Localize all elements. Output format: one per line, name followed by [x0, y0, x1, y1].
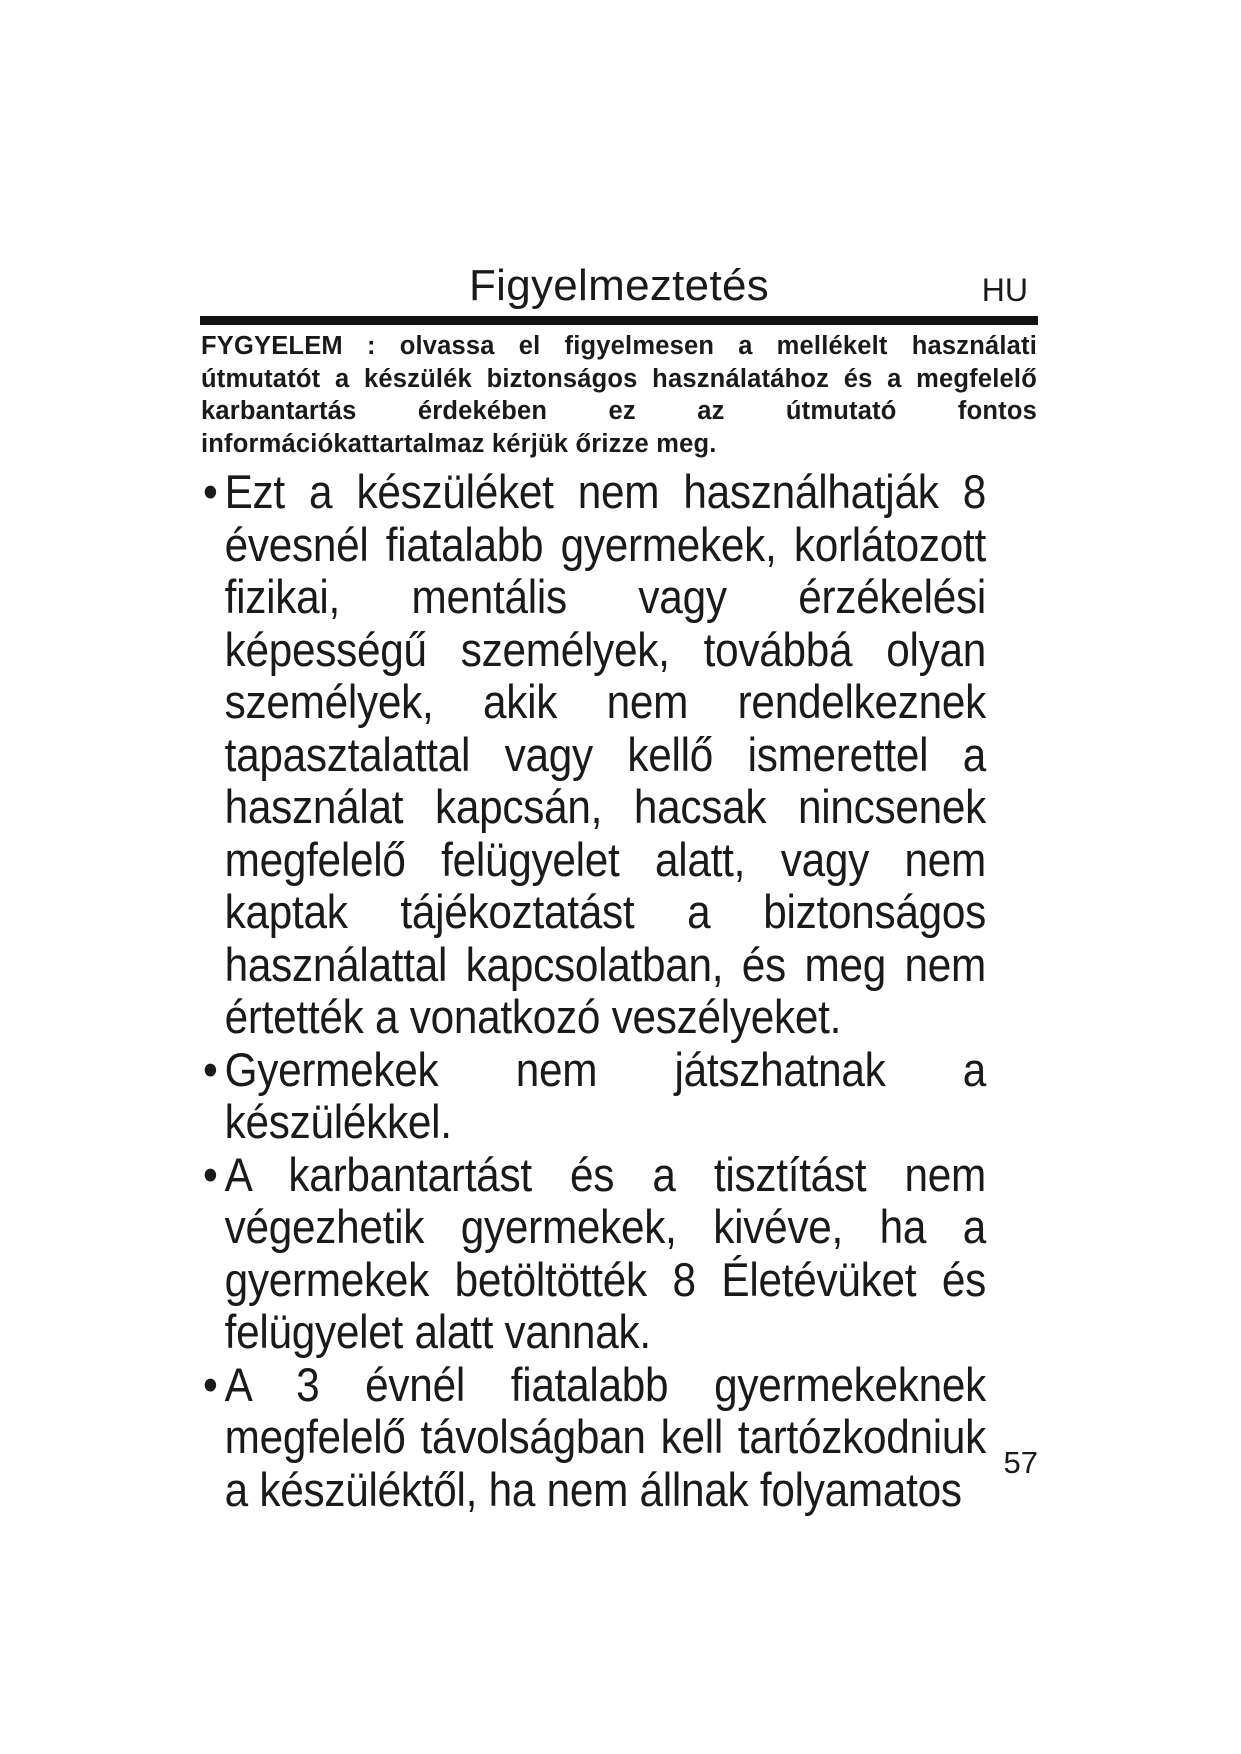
bullet-text: A karbantartást és a tisztítást nem végezhetik gyermekek, kivéve, ha a gyermekek betöltötték 8 Életévüket és felügyelet alatt vannak.: [224, 1147, 987, 1358]
warning-list: [203, 466, 986, 1516]
warning-intro: FYGYELEM : olvassa el figyelmesen a mellékelt használati útmutatót a készülék biztonságos használatához és a megfelelő karbantartás érdekében ez az útmutató fontos információkattartalmaz kérjük őrizze meg.: [201, 332, 1037, 458]
list-item: [203, 1359, 986, 1517]
bullet-text: Ezt a készüléket nem használhatják 8 évesnél fiatalabb gyermekek, korlátozott fizikai, mentális vagy érzékelési képességű személyek, továbbá olyan személyek, akik nem rendelkeznek tapasztalattal vagy kellő ismerettel a használat kapcsán, hacsak nincsenek megfelelő felügyelet alatt, vagy nem kaptak tájékoztatást a biztonságos használattal kapcsolatban, és meg nem értették a vonatkozó veszélyeket.: [224, 465, 987, 1043]
page-number: 57: [1003, 1445, 1038, 1480]
bullet-text: Gyermekek nem játszhatnak a készülékkel.: [224, 1042, 987, 1148]
page-header: [200, 258, 1038, 314]
page-title: Figyelmeztetés: [468, 261, 770, 310]
bullet-icon: •: [203, 1147, 218, 1201]
bullet-text: A 3 évnél fiatalabb gyermekeknek megfelelő távolságban kell tartózkodniuk a készüléktől, ha nem állnak folyamatos: [224, 1357, 987, 1516]
language-code: HU: [981, 272, 1028, 308]
list-item: [203, 1149, 986, 1359]
list-item: [203, 1044, 986, 1149]
bullet-icon: •: [203, 1042, 218, 1096]
bullet-icon: •: [203, 1357, 218, 1411]
bullet-icon: •: [203, 465, 218, 518]
header-divider: [200, 316, 1038, 325]
list-item: [203, 466, 986, 1044]
